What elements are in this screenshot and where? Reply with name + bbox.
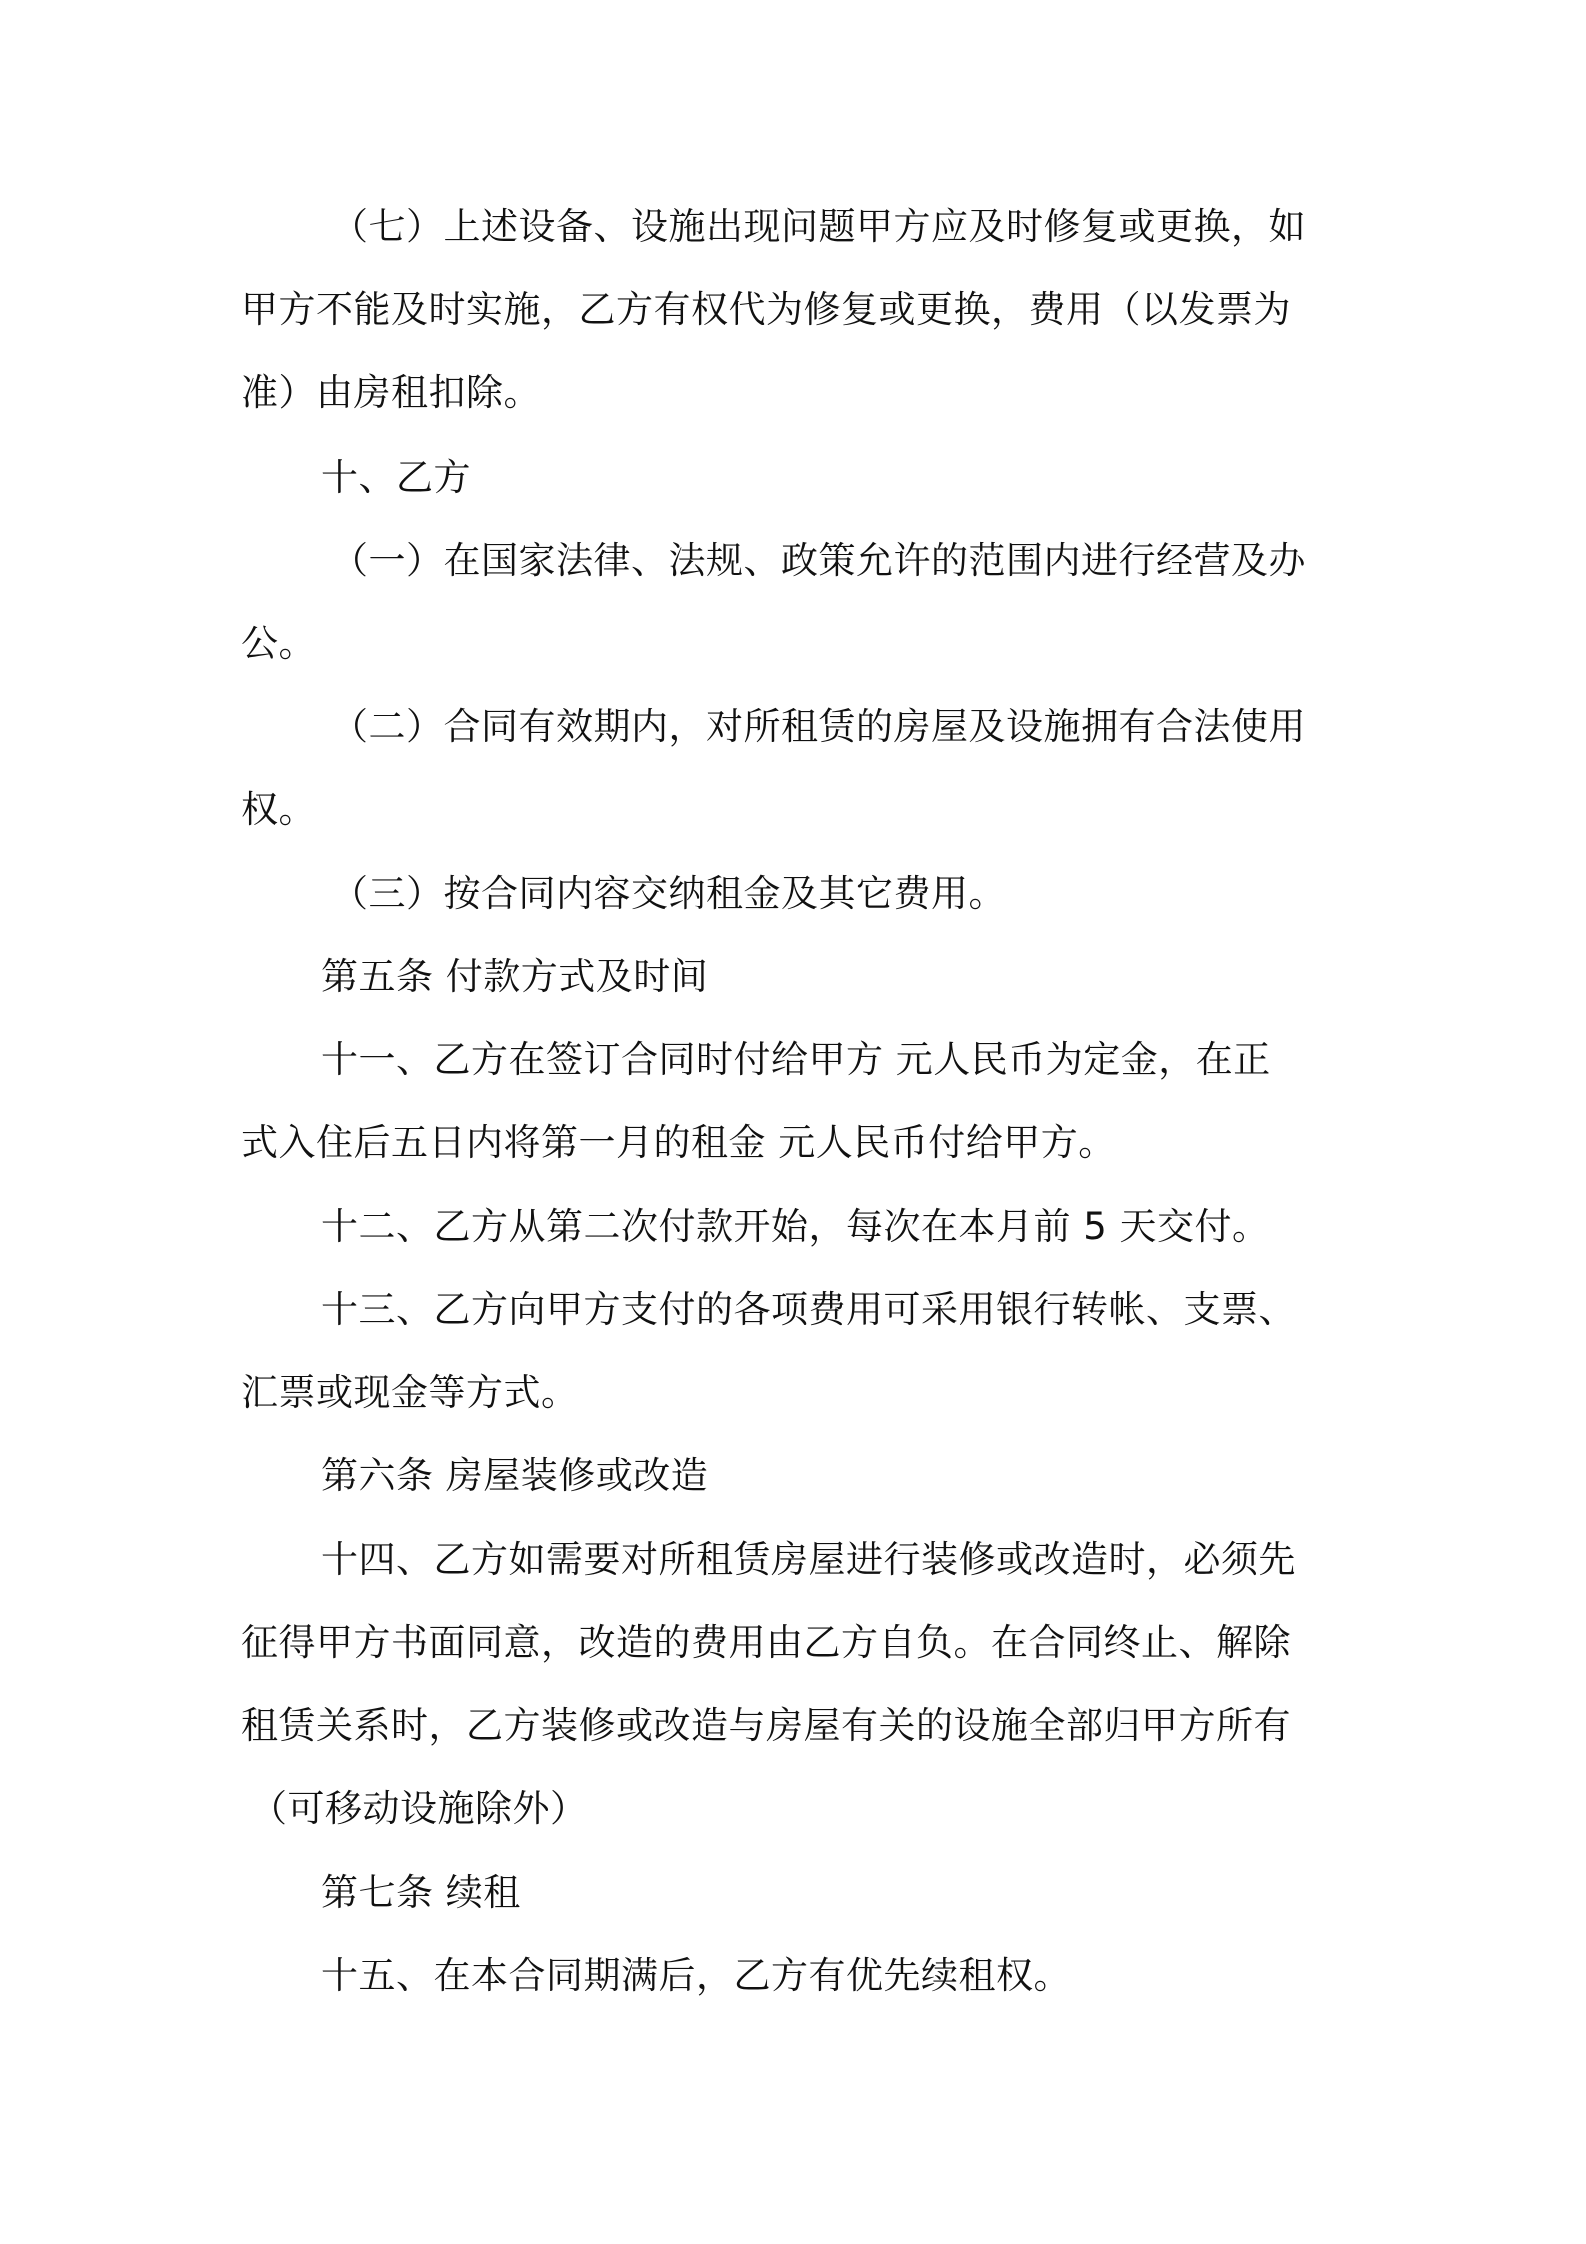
paragraph-line-18: 征得甲方书面同意，改造的费用由乙方自负。在合同终止、解除 <box>241 1621 1291 1664</box>
paragraph-line-14: 十三、乙方向甲方支付的各项费用可采用银行转帐、支票、 <box>321 1288 1296 1331</box>
paragraph-line-6: 公。 <box>241 622 316 665</box>
paragraph-line-1: （七）上述设备、设施出现问题甲方应及时修复或更换，如 <box>331 205 1306 248</box>
article-heading-7: 第七条 续租 <box>321 1871 521 1914</box>
paragraph-line-17: 十四、乙方如需要对所租赁房屋进行装修或改造时，必须先 <box>321 1538 1296 1581</box>
paragraph-line-8: 权。 <box>241 788 316 831</box>
paragraph-line-22: 十五、在本合同期满后，乙方有优先续租权。 <box>321 1954 1071 1997</box>
section-heading-10: 十、乙方 <box>321 456 471 499</box>
paragraph-line-11: 十一、乙方在签订合同时付给甲方 元人民币为定金，在正 <box>321 1038 1271 1081</box>
article-heading-5: 第五条 付款方式及时间 <box>321 955 709 998</box>
paragraph-line-15: 汇票或现金等方式。 <box>241 1371 579 1414</box>
paragraph-line-3: 准）由房租扣除。 <box>241 371 541 414</box>
paragraph-line-12: 式入住后五日内将第一月的租金 元人民币付给甲方。 <box>241 1121 1116 1164</box>
paragraph-line-19: 租赁关系时，乙方装修或改造与房屋有关的设施全部归甲方所有 <box>241 1704 1291 1747</box>
paragraph-line-13: 十二、乙方从第二次付款开始，每次在本月前 5 天交付。 <box>321 1205 1270 1248</box>
paragraph-line-2: 甲方不能及时实施，乙方有权代为修复或更换，费用（以发票为 <box>241 288 1291 331</box>
paragraph-line-7: （二）合同有效期内，对所租赁的房屋及设施拥有合法使用 <box>331 705 1306 748</box>
paragraph-line-9: （三）按合同内容交纳租金及其它费用。 <box>331 872 1006 915</box>
paragraph-line-5: （一）在国家法律、法规、政策允许的范围内进行经营及办 <box>331 539 1306 582</box>
paragraph-line-20: （可移动设施除外） <box>250 1787 588 1830</box>
article-heading-6: 第六条 房屋装修或改造 <box>321 1454 709 1497</box>
